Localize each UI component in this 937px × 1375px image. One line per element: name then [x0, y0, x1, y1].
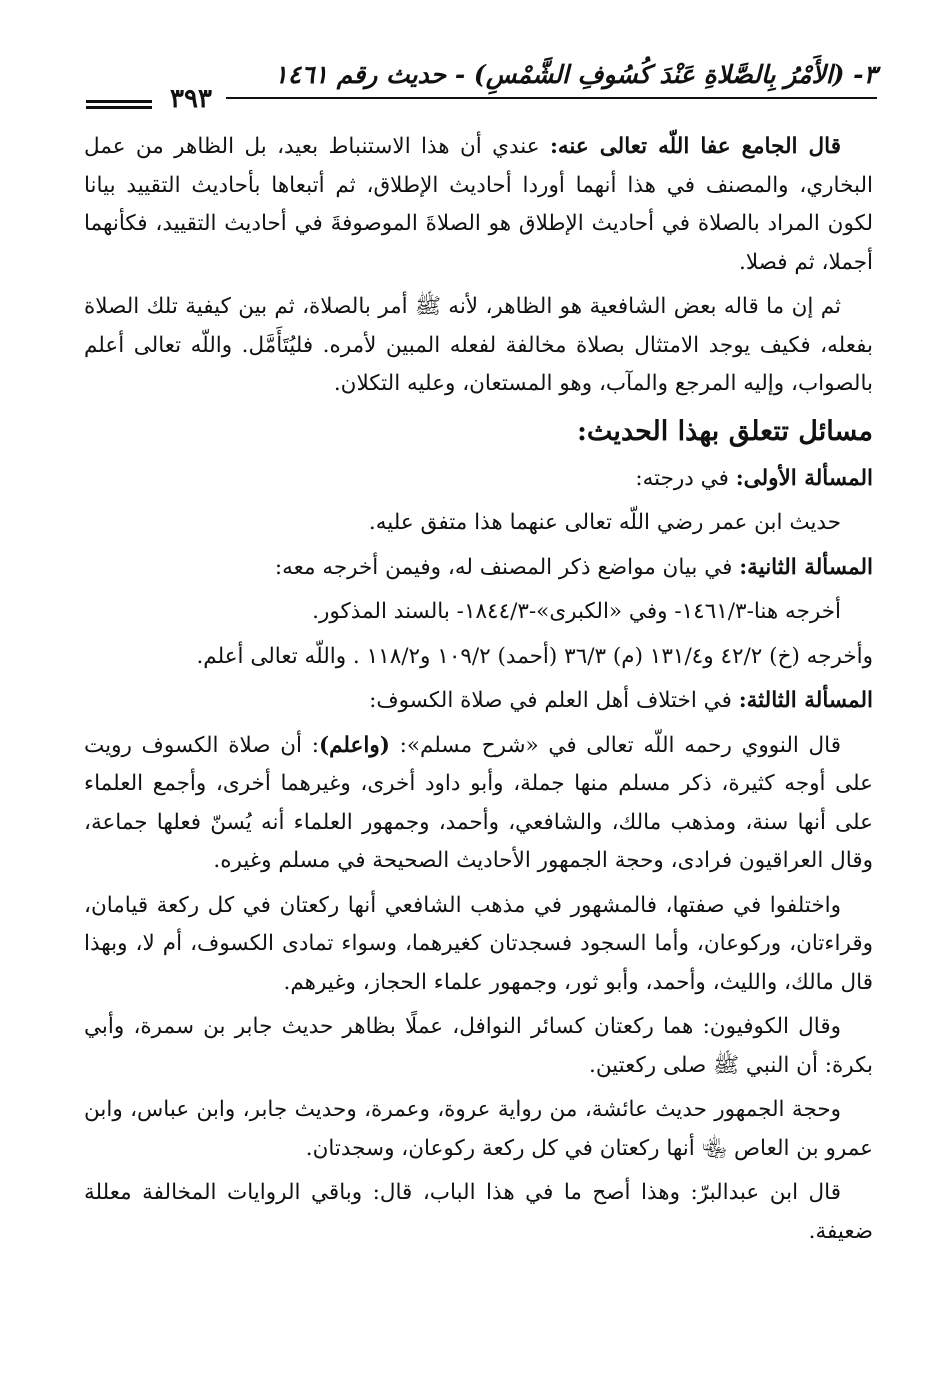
- issue-2-heading: [84, 549, 873, 588]
- issue-1-body: حديث ابن عمر رضي اللّه تعالى عنهما هذا متفق عليه.: [368, 510, 841, 535]
- page-body: [84, 128, 873, 1257]
- issue-3-paragraph-4: وحجة الجمهور حديث عائشة، من رواية عروة، وعمرة، وحديث جابر، وابن عباس، وابن عمرو بن العاص ﵄ أنها ركعتان في كل ركعة ركوعان، وسجدتان.: [84, 1097, 873, 1161]
- issue-3-p1-bold: (واعلم): [318, 732, 390, 758]
- paragraph-conclusion: ثم إن ما قاله بعض الشافعية هو الظاهر، لأنه ﷺ أمر بالصلاة، ثم بين كيفية تلك الصلاة بفعله، فكيف يوجد الامتثال بصلاة مخالفة لفعله المبين لأمره. فليُتَأَمَّل. واللّه تعالى أعلم بالصواب، وإليه المرجع والمآب، وهو المستعان، وعليه التكلان.: [84, 294, 873, 396]
- compiler-note-text: عندي أن هذا الاستنباط بعيد، بل الظاهر من عمل البخاري، والمصنف في هذا أنهما أوردا أحاديث الإطلاق، ثم أتبعاها بأحاديث التقييد بيانا لكون المراد بالصلاة في أحاديث الإطلاق هو الصلاةَ الموصوفةَ في أحاديث التقييد، فكأنهما أجملا، ثم فصلا.: [84, 134, 873, 275]
- issue-1-heading: [84, 460, 873, 499]
- issue-1-lead: المسألة الأولى:: [735, 465, 873, 491]
- issue-2-lead: المسألة الثانية:: [739, 554, 873, 580]
- issue-1-subject: في درجته:: [635, 465, 736, 491]
- running-header: ٣- (الأَمْرُ بِالصَّلاةِ عَنْدَ كُسُوفِ الشَّمْسِ) - حديث رقم ١٤٦١: [274, 60, 877, 89]
- issue-3-paragraph-1: [84, 727, 873, 881]
- page-number: ٣٩٣: [170, 84, 212, 114]
- issue-2-body-2: وأخرجه (خ) ٤٢/٢ و١٣١/٤ (م) ٣٦/٣ (أحمد) ١٠٩/٢ و١١٨/٢ . واللّه تعالى أعلم.: [196, 643, 873, 669]
- issue-3-paragraph-2: واختلفوا في صفتها، فالمشهور في مذهب الشافعي أنها ركعتان في كل ركعة قيامان، وقراءتان، وركوعان، وأما السجود فسجدتان كغيرهما، وسواء تمادى الكسوف، أم لا، وبهذا قال مالك، والليث، وأحمد، وأبو ثور، وجمهور علماء الحجاز، وغيرهم.: [84, 892, 873, 995]
- paragraph-compiler-note: [84, 128, 873, 282]
- issue-2-subject: في بيان مواضع ذكر المصنف له، وفيمن أخرجه معه:: [274, 554, 740, 580]
- issue-3-paragraph-5: قال ابن عبدالبرّ: وهذا أصح ما في هذا الباب، قال: وباقي الروايات المخالفة معللة ضعيفة.: [84, 1180, 873, 1244]
- issue-3-lead: المسألة الثالثة:: [738, 688, 873, 713]
- issue-3-p1-pre: قال النووي رحمه اللّه تعالى في «شرح مسلم»:: [389, 732, 841, 758]
- issue-3-subject: في اختلاف أهل العلم في صلاة الكسوف:: [369, 688, 739, 713]
- page-number-rule-upper: [86, 100, 152, 103]
- page-number-rule-lower: [86, 106, 152, 109]
- issue-2-body-1: أخرجه هنا-١٤٦١/٣- وفي «الكبرى»-١٨٤٤/٣- بالسند المذكور.: [312, 599, 841, 624]
- section-title: مسائل تتعلق بهذا الحديث:: [576, 415, 873, 447]
- header-rule: [226, 97, 877, 99]
- compiler-lead: قال الجامع عفا اللّه تعالى عنه:: [549, 134, 841, 159]
- issue-3-heading: [84, 682, 873, 721]
- issue-3-paragraph-3: وقال الكوفيون: هما ركعتان كسائر النوافل، عملًا بظاهر حديث جابر بن سمرة، وأبي بكرة: أن النبي ﷺ صلى ركعتين.: [84, 1014, 873, 1078]
- issue-3-p1-post: : أن صلاة الكسوف رويت على أوجه كثيرة، ذكر مسلم منها جملة، وأبو داود أخرى، وغيرهما أخرى، وأجمع العلماء على أنها سنة، ومذهب مالك، والشافعي، وأحمد، وجمهور العلماء أنه يُسنّ فعلها جماعة، وقال العراقيون فرادى، وحجة الجمهور الأحاديث الصحيحة في مسلم وغيره.: [84, 732, 873, 873]
